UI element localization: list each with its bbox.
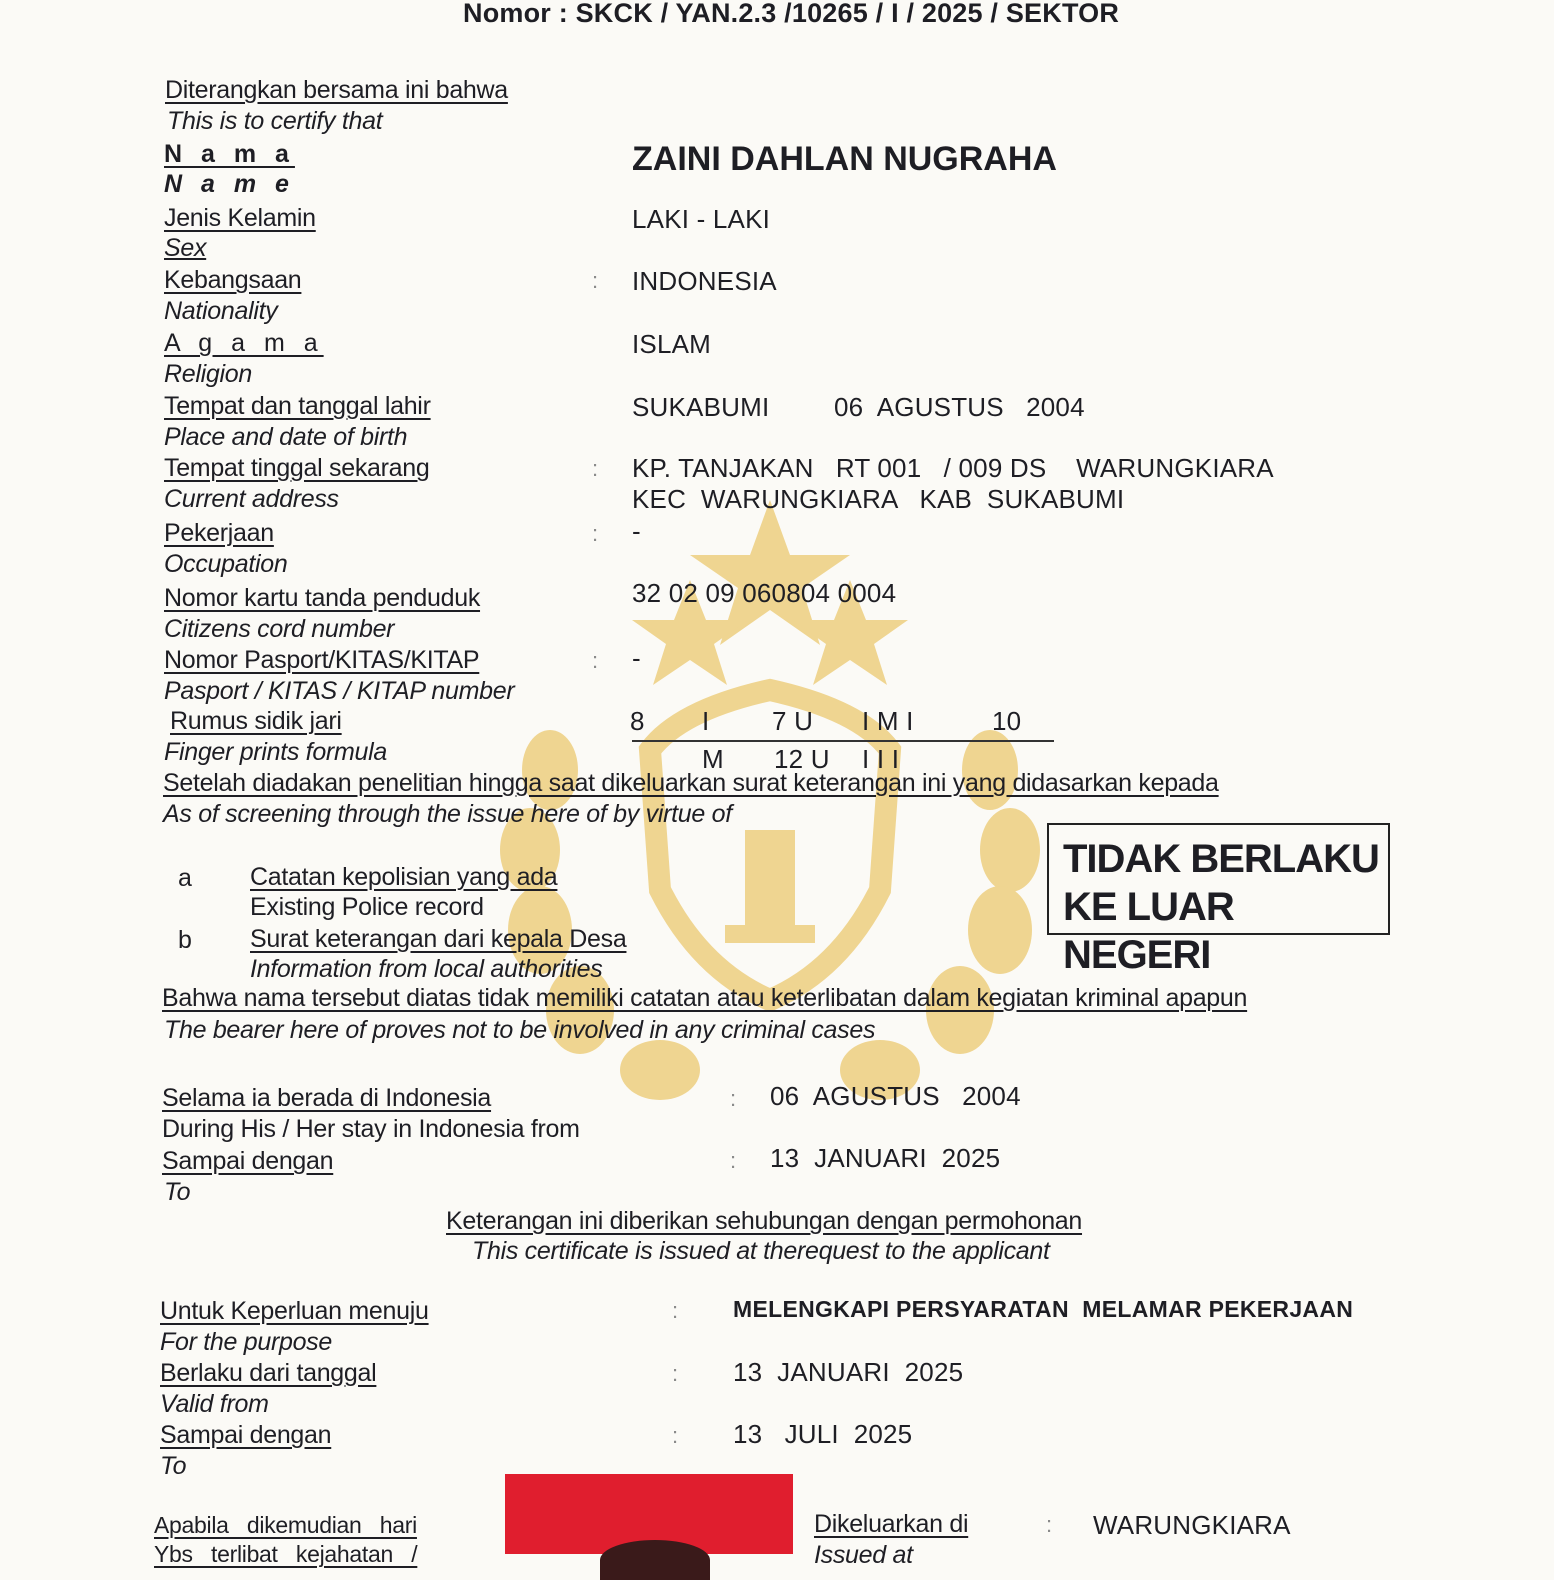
applicant-photo-head — [600, 1540, 710, 1580]
fingerprint-bottom-3: I I I — [862, 744, 900, 774]
screening-item-b-letter: b — [178, 926, 192, 954]
colon: : — [730, 1086, 737, 1111]
nationality-label-en: Nationality — [164, 297, 278, 325]
fingerprint-top-1: 8 — [630, 706, 645, 736]
name-value: ZAINI DAHLAN NUGRAHA — [632, 140, 1057, 178]
colon: : — [592, 521, 599, 546]
birth-label-id: Tempat dan tanggal lahir — [164, 392, 431, 420]
name-label-en: N a m e — [164, 170, 295, 198]
stamp-line1: TIDAK BERLAKU — [1063, 837, 1379, 881]
intro-en: This is to certify that — [167, 107, 383, 135]
occupation-label-id: Pekerjaan — [164, 519, 274, 547]
fingerprint-bottom-1: M — [702, 744, 724, 774]
fingerprint-bottom-2: 12 U — [774, 744, 830, 774]
sex-value: LAKI - LAKI — [632, 204, 771, 234]
screening-id: Setelah diadakan penelitian hingga saat dikeluarkan surat keterangan ini yang didasarkan kepada — [163, 769, 1219, 797]
valid-from-label-en: Valid from — [160, 1390, 269, 1418]
stay-from-label-en: During His / Her stay in Indonesia from — [162, 1115, 580, 1143]
passport-label-en: Pasport / KITAS / KITAP number — [164, 677, 515, 705]
religion-label-id: A g a m a — [164, 329, 324, 357]
statement-id: Bahwa nama tersebut diatas tidak memiliki catatan atau keterlibatan dalam kegiatan kriminal apapun — [162, 984, 1248, 1012]
religion-value: ISLAM — [632, 329, 712, 359]
stamp-line2: KE LUAR NEGERI — [1063, 885, 1234, 977]
colon: : — [592, 648, 599, 673]
purpose-label-en: For the purpose — [160, 1328, 332, 1356]
fingerprint-top-3: 7 U — [772, 706, 814, 736]
issued-at-value: WARUNGKIARA — [1093, 1510, 1291, 1540]
issued-id: Keterangan ini diberikan sehubungan dengan permohonan — [446, 1207, 1083, 1235]
nationality-label-id: Kebangsaan — [164, 266, 302, 294]
religion-label-en: Religion — [164, 360, 252, 388]
fingerprint-label-en: Finger prints formula — [164, 738, 387, 766]
purpose-label-id: Untuk Keperluan menuju — [160, 1297, 429, 1325]
colon: : — [730, 1148, 737, 1173]
birth-label-en: Place and date of birth — [164, 423, 408, 451]
birth-date-value: 06 AGUSTUS 2004 — [834, 392, 1085, 422]
valid-from-value: 13 JANUARI 2025 — [733, 1357, 964, 1387]
colon: : — [592, 456, 599, 481]
not-valid-abroad-stamp — [1047, 823, 1390, 977]
nationality-value: INDONESIA — [632, 266, 777, 296]
address-line1: KP. TANJAKAN RT 001 / 009 DS WARUNGKIARA — [632, 453, 1274, 483]
fingerprint-divider — [632, 740, 1054, 742]
colon: : — [672, 1361, 679, 1386]
footer-note-line1: Apabila dikemudian hari — [154, 1512, 417, 1538]
fingerprint-top-4: I M I — [862, 706, 914, 736]
passport-value: - — [632, 643, 641, 673]
issued-en: This certificate is issued at therequest to the applicant — [472, 1237, 1050, 1265]
issued-at-label: Dikeluarkan di — [814, 1510, 969, 1538]
address-label-en: Current address — [164, 485, 339, 513]
stay-to-label-id: Sampai dengan — [162, 1147, 334, 1175]
ktp-value: 32 02 09 060804 0004 — [632, 578, 897, 608]
stay-from-value: 06 AGUSTUS 2004 — [770, 1081, 1021, 1111]
stay-to-label-en: To — [164, 1178, 191, 1206]
passport-label-id: Nomor Pasport/KITAS/KITAP — [164, 646, 480, 674]
name-label-id: N a m a — [164, 140, 295, 168]
colon: : — [592, 268, 599, 293]
fingerprint-label-id: Rumus sidik jari — [170, 707, 342, 735]
stay-to-value: 13 JANUARI 2025 — [770, 1143, 1001, 1173]
document-number: Nomor : SKCK / YAN.2.3 /10265 / I / 2025 / SEKTOR — [463, 0, 1120, 28]
sex-label-id: Jenis Kelamin — [164, 204, 316, 232]
sex-label-en: Sex — [164, 234, 207, 262]
ktp-label-en: Citizens cord number — [164, 615, 395, 643]
valid-to-value: 13 JULI 2025 — [733, 1419, 913, 1449]
screening-item-a-letter: a — [178, 864, 192, 892]
colon: : — [672, 1423, 679, 1448]
screening-item-a-id: Catatan kepolisian yang ada — [250, 863, 558, 891]
ktp-label-id: Nomor kartu tanda penduduk — [164, 584, 481, 612]
fingerprint-top-5: 10 — [992, 706, 1022, 736]
screening-item-a-en: Existing Police record — [250, 893, 484, 921]
stay-from-label-id: Selama ia berada di Indonesia — [162, 1084, 492, 1112]
intro-id: Diterangkan bersama ini bahwa — [165, 76, 508, 104]
address-label-id: Tempat tinggal sekarang — [164, 454, 430, 482]
colon: : — [1046, 1512, 1053, 1537]
statement-en: The bearer here of proves not to be involved in any criminal cases — [164, 1016, 876, 1044]
screening-item-b-en: Information from local authorities — [250, 955, 603, 983]
valid-to-label-en: To — [160, 1452, 187, 1480]
screening-item-b-id: Surat keterangan dari kepala Desa — [250, 925, 627, 953]
colon: : — [672, 1298, 679, 1323]
footer-note-line2: Ybs terlibat kejahatan / — [154, 1541, 418, 1567]
occupation-value: - — [632, 516, 641, 546]
occupation-label-en: Occupation — [164, 550, 288, 578]
valid-to-label-id: Sampai dengan — [160, 1421, 332, 1449]
birth-place-value: SUKABUMI — [632, 392, 770, 422]
fingerprint-top-2: I — [702, 706, 710, 736]
address-line2: KEC WARUNGKIARA KAB SUKABUMI — [632, 484, 1125, 514]
screening-en: As of screening through the issue here of by virtue of — [163, 800, 732, 828]
purpose-value: MELENGKAPI PERSYARATAN MELAMAR PEKERJAAN — [733, 1296, 1354, 1322]
valid-from-label-id: Berlaku dari tanggal — [160, 1359, 377, 1387]
issued-at-label-en: Issued at — [814, 1541, 913, 1569]
